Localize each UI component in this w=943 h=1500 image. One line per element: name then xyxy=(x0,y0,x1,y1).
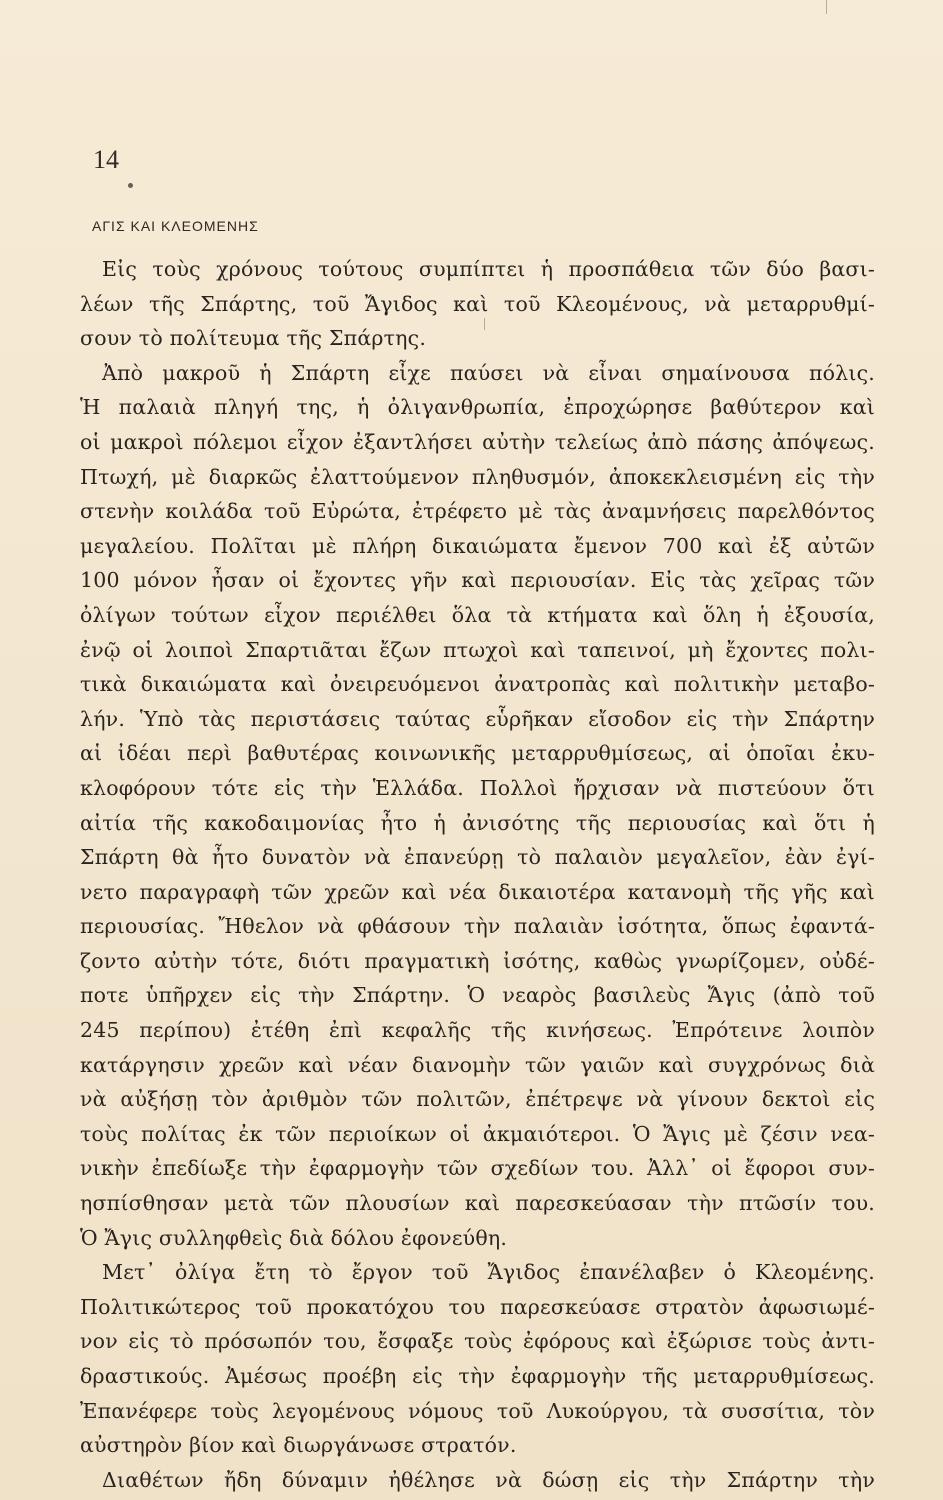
text-line: 100 μόνον ἦσαν οἱ ἔχοντες γῆν καὶ περιουσίαν. Εἰς τὰς χεῖρας τῶν xyxy=(80,568,875,593)
page-number: 14 xyxy=(93,145,119,174)
text-line: κατάργησιν χρεῶν καὶ νέαν διανομὴν τῶν γαιῶν καὶ συγχρόνως διὰ xyxy=(80,1052,875,1077)
text-line: αὐστηρὸν βίον καὶ διωργάνωσε στρατόν. xyxy=(80,1433,517,1458)
text-line: τοὺς πολίτας ἐκ τῶν περιοίκων οἱ ἀκμαιότεροι. Ὁ Ἄγις μὲ ζέσιν νεα- xyxy=(80,1121,875,1146)
text-line: νετο παραγραφὴ τῶν χρεῶν καὶ νέα δικαιοτέρα κατανομὴ τῆς γῆς καὶ xyxy=(80,879,875,904)
text-line: 245 περίπου) ἐτέθη ἐπὶ κεφαλῆς τῆς κινήσεως. Ἐπρότεινε λοιπὸν xyxy=(80,1018,875,1043)
text-line: ζοντο αὐτὴν τότε, διότι πραγματικὴ ἰσότης, καθὼς γνωρίζομεν, οὐδέ- xyxy=(80,948,875,973)
text-line: λέων τῆς Σπάρτης, τοῦ Ἄγιδος καὶ τοῦ Κλεομένους, νὰ μεταρρυθμί- xyxy=(80,291,875,316)
paper-scratch-top xyxy=(826,0,827,14)
text-line: ησπίσθησαν μετὰ τῶν πλουσίων καὶ παρεσκεύασαν τὴν πτῶσίν του. xyxy=(80,1191,875,1216)
text-line: ὀλίγων τούτων εἶχον περιέλθει ὅλα τὰ κτήματα καὶ ὅλη ἡ ἐξουσία, xyxy=(80,602,875,627)
text-line: περιουσίας. Ἤθελον νὰ φθάσουν τὴν παλαιὰν ἰσότητα, ὅπως ἐφαντά- xyxy=(80,914,875,939)
text-line: νὰ αὐξήσῃ τὸν ἀριθμὸν τῶν πολιτῶν, ἐπέτρεψε νὰ γίνουν δεκτοὶ εἰς xyxy=(80,1087,875,1112)
text-line: τικὰ δικαιώματα καὶ ὀνειρευόμενοι ἀνατροπὰς καὶ πολιτικὴν μεταβο- xyxy=(80,672,875,697)
ink-speck xyxy=(128,183,133,188)
text-line: ποτε ὑπῆρχεν εἰς τὴν Σπάρτην. Ὁ νεαρὸς βασιλεὺς Ἄγις (ἀπὸ τοῦ xyxy=(80,983,875,1008)
text-line: δραστικούς. Ἀμέσως προέβη εἰς τὴν ἐφαρμογὴν τῆς μεταρρυθμίσεως. xyxy=(80,1364,875,1388)
text-line: οἱ μακροὶ πόλεμοι εἶχον ἐξαντλήσει αὐτὴν τελείως ἀπὸ πάσης ἀπόψεως. xyxy=(80,429,875,454)
text-line: νικὴν ἐπεδίωξε τὴν ἐφαρμογὴν τῶν σχεδίων του. Ἀλλ᾿ οἱ ἔφοροι συν- xyxy=(80,1156,875,1181)
text-line: νον εἰς τὸ πρόσωπόν του, ἔσφαξε τοὺς ἐφόρους καὶ ἐξώρισε τοὺς ἀντι- xyxy=(80,1329,875,1354)
text-line: Πτωχή, μὲ διαρκῶς ἐλαττούμενον πληθυσμόν, ἀποκεκλεισμένη εἰς τὴν xyxy=(80,464,875,489)
text-line: κλοφόρουν τότε εἰς τὴν Ἑλλάδα. Πολλοὶ ἤρχισαν νὰ πιστεύουν ὅτι xyxy=(80,775,875,800)
running-head: ΑΓΙΣ ΚΑΙ ΚΛΕΟΜΕΝΗΣ xyxy=(92,218,259,234)
text-line: ἐνῷ οἱ λοιποὶ Σπαρτιᾶται ἔζων πτωχοὶ καὶ ταπεινοί, μὴ ἔχοντες πολι- xyxy=(80,637,875,662)
body-text xyxy=(80,252,875,1497)
text-line: Μετ᾿ ὀλίγα ἔτη τὸ ἔργον τοῦ Ἄγιδος ἐπανέλαβεν ὁ Κλεομένης. xyxy=(102,1260,875,1285)
text-line: λήν. Ὑπὸ τὰς περιστάσεις ταύτας εὗρῆκαν εἴσοδον εἰς τὴν Σπάρτην xyxy=(80,706,875,731)
text-line: Ὁ Ἄγις συλληφθεὶς διὰ δόλου ἐφονεύθη. xyxy=(80,1225,508,1250)
text-line: αἰτία τῆς κακοδαιμονίας ἦτο ἡ ἀνισότης τῆς περιουσίας καὶ ὅτι ἡ xyxy=(80,810,875,835)
text-line: Σπάρτη θὰ ἦτο δυνατὸν νὰ ἐπανεύρῃ τὸ παλαιὸν μεγαλεῖον, ἐὰν ἐγί- xyxy=(80,845,875,870)
text-line: Ἀπὸ μακροῦ ἡ Σπάρτη εἶχε παύσει νὰ εἶναι σημαίνουσα πόλις. xyxy=(102,360,875,385)
text-line: στενὴν κοιλάδα τοῦ Εὐρώτα, ἐτρέφετο μὲ τὰς ἀναμνήσεις παρελθόντος xyxy=(80,499,875,524)
text-line: Εἰς τοὺς χρόνους τούτους συμπίπτει ἡ προσπάθεια τῶν δύο βασι- xyxy=(102,257,875,281)
text-line: Ἐπανέφερε τοὺς λεγομένους νόμους τοῦ Λυκούργου, τὰ συσσίτια, τὸν xyxy=(80,1398,875,1423)
text-line: Διαθέτων ἤδη δύναμιν ἠθέλησε νὰ δώσῃ εἰς τὴν Σπάρτην τὴν xyxy=(102,1467,875,1492)
text-line: σουν τὸ πολίτευμα τῆς Σπάρτης. xyxy=(80,326,427,351)
text-line: Πολιτικώτερος τοῦ προκατόχου του παρεσκεύασε στρατὸν ἀφωσιωμέ- xyxy=(80,1294,875,1319)
text-line: μεγαλείου. Πολῖται μὲ πλήρη δικαιώματα ἔμενον 700 καὶ ἐξ αὐτῶν xyxy=(80,533,875,558)
text-line: Ἡ παλαιὰ πληγή της, ἡ ὀλιγανθρωπία, ἐπροχώρησε βαθύτερον καὶ xyxy=(80,395,875,420)
text-line: αἱ ἰδέαι περὶ βαθυτέρας κοινωνικῆς μεταρρυθμίσεως, αἱ ὁποῖαι ἐκυ- xyxy=(80,741,875,766)
